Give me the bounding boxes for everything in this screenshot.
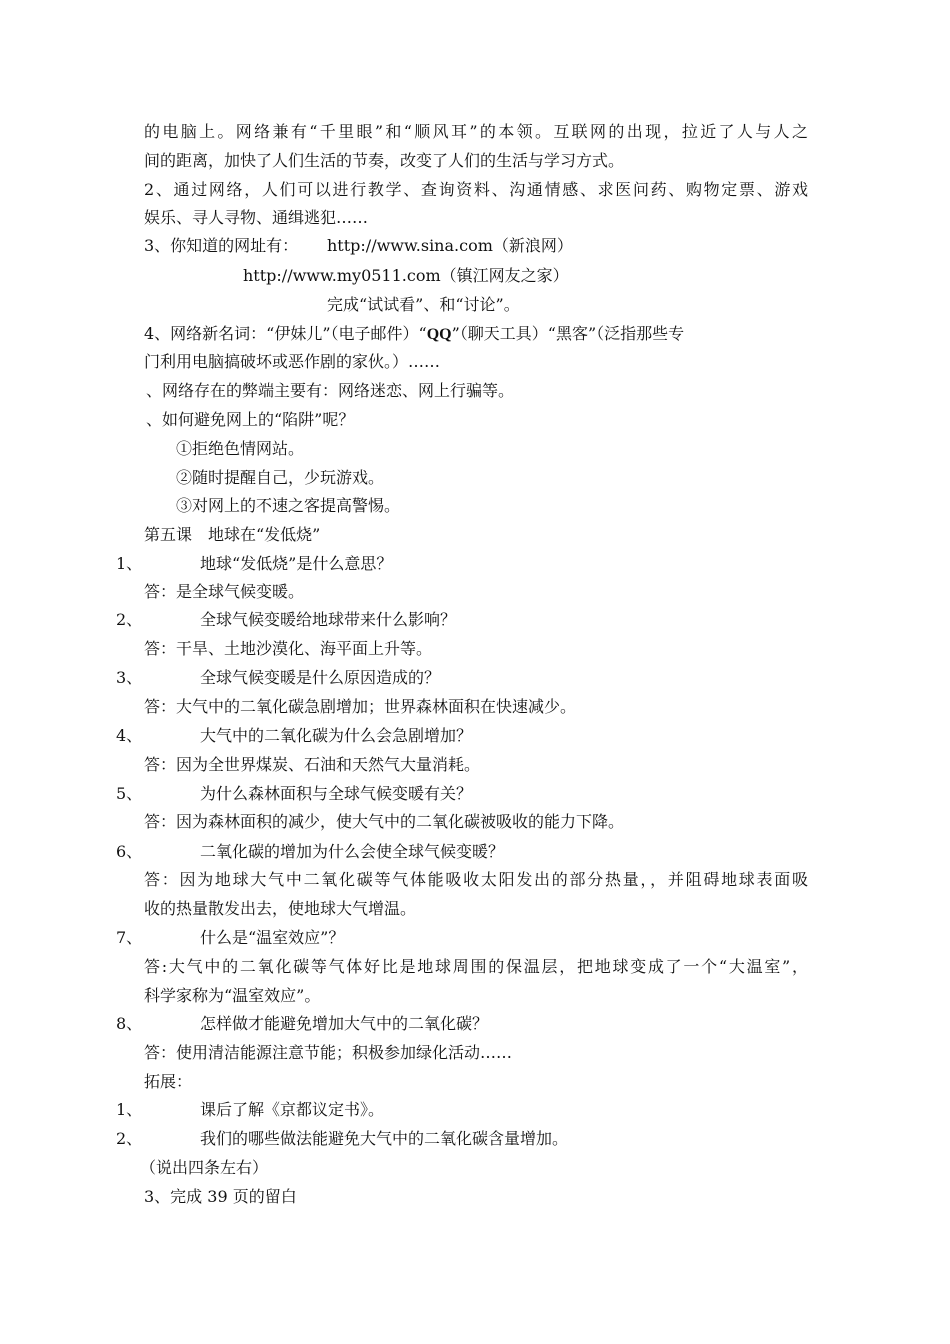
question-number: 1、 [116,554,143,573]
extension-item: 课后了解《京都议定书》。 [200,1100,385,1119]
point-2-line-1: 2、通过网络，人们可以进行教学、查询资料、沟通情感、求医问药、购物定票、游戏 [144,180,808,199]
point-3-label: 3、你知道的网址有： [144,236,299,255]
extension-item-3: 3、完成 39 页的留白 [144,1187,297,1206]
question-text: 为什么森林面积与全球气候变暖有关？ [200,784,473,803]
url-my0511: http://www.my0511.com（镇江网友之家） [243,266,569,285]
question-number: 4、 [116,726,143,745]
task-line: 完成“试试看”、和“讨论”。 [327,295,520,314]
point-6: 、如何避免网上的“陷阱”呢？ [146,410,355,429]
extension-item: 我们的哪些做法能避免大气中的二氧化碳含量增加。 [200,1129,569,1148]
answer-text: 答：大气中的二氧化碳急剧增加；世界森林面积在快速减少。 [144,697,577,716]
answer-text-continued: 收的热量散发出去，使地球大气增温。 [144,899,417,918]
url-sina: http://www.sina.com（新浪网） [327,236,573,255]
extension-number: 1、 [116,1100,143,1119]
answer-text: 答：因为森林面积的减少，使大气中的二氧化碳被吸收的能力下降。 [144,812,625,831]
lesson-title: 第五课 地球在“发低烧” [144,525,321,544]
answer-text: 答:大气中的二氧化碳等气体好比是地球周围的保温层，把地球变成了一个“大温室”， [144,957,808,976]
answer-text-continued: 科学家称为“温室效应”。 [144,986,321,1005]
question-number: 2、 [116,610,143,629]
answer-text: 答：是全球气候变暖。 [144,582,305,601]
point-4-suffix: ”（聊天工具）“黑客”（泛指那些专 [451,324,685,343]
extension-note: （说出四条左右） [140,1158,269,1177]
answer-text: 答：因为地球大气中二氧化碳等气体能吸收太阳发出的部分热量，，并阻碍地球表面吸 [144,870,808,889]
answer-text: 答：因为全世界煤炭、石油和天然气大量消耗。 [144,755,481,774]
answer-text: 答：使用清洁能源注意节能；积极参加绿化活动…… [144,1043,513,1062]
point-5: 、网络存在的弊端主要有：网络迷恋、网上行骗等。 [146,381,515,400]
qq-term: QQ [426,326,452,343]
tip-3: ③对网上的不速之客提高警惕。 [176,496,401,515]
question-text: 全球气候变暖给地球带来什么影响？ [200,610,457,629]
question-text: 怎样做才能避免增加大气中的二氧化碳？ [200,1014,489,1033]
tip-1: ①拒绝色情网站。 [176,439,305,458]
question-text: 大气中的二氧化碳为什么会急剧增加？ [200,726,473,745]
extension-label: 拓展： [144,1072,193,1091]
intro-line-1: 的电脑上。网络兼有“千里眼”和“顺风耳”的本领。互联网的出现，拉近了人与人之 [144,122,808,141]
extension-number: 2、 [116,1129,143,1148]
answer-text: 答：干旱、土地沙漠化、海平面上升等。 [144,639,433,658]
question-number: 5、 [116,784,143,803]
point-4-line-2: 门利用电脑搞破坏或恶作剧的家伙。）…… [144,352,441,371]
point-4-line-1 [144,322,808,346]
question-text: 二氧化碳的增加为什么会使全球气候变暖？ [200,842,505,861]
question-number: 7、 [116,928,143,947]
point-2-line-2: 娱乐、寻人寻物、通缉逃犯…… [144,208,369,227]
intro-line-2: 间的距离，加快了人们生活的节奏，改变了人们的生活与学习方式。 [144,151,625,170]
question-text: 什么是“温室效应”？ [200,928,345,947]
point-4-prefix: 4、网络新名词：“伊妹儿”（电子邮件）“ [144,324,427,343]
question-text: 全球气候变暖是什么原因造成的？ [200,668,441,687]
question-number: 8、 [116,1014,143,1033]
tip-2: ②随时提醒自己，少玩游戏。 [176,468,385,487]
question-number: 3、 [116,668,143,687]
question-number: 6、 [116,842,143,861]
question-text: 地球“发低烧”是什么意思？ [200,554,393,573]
